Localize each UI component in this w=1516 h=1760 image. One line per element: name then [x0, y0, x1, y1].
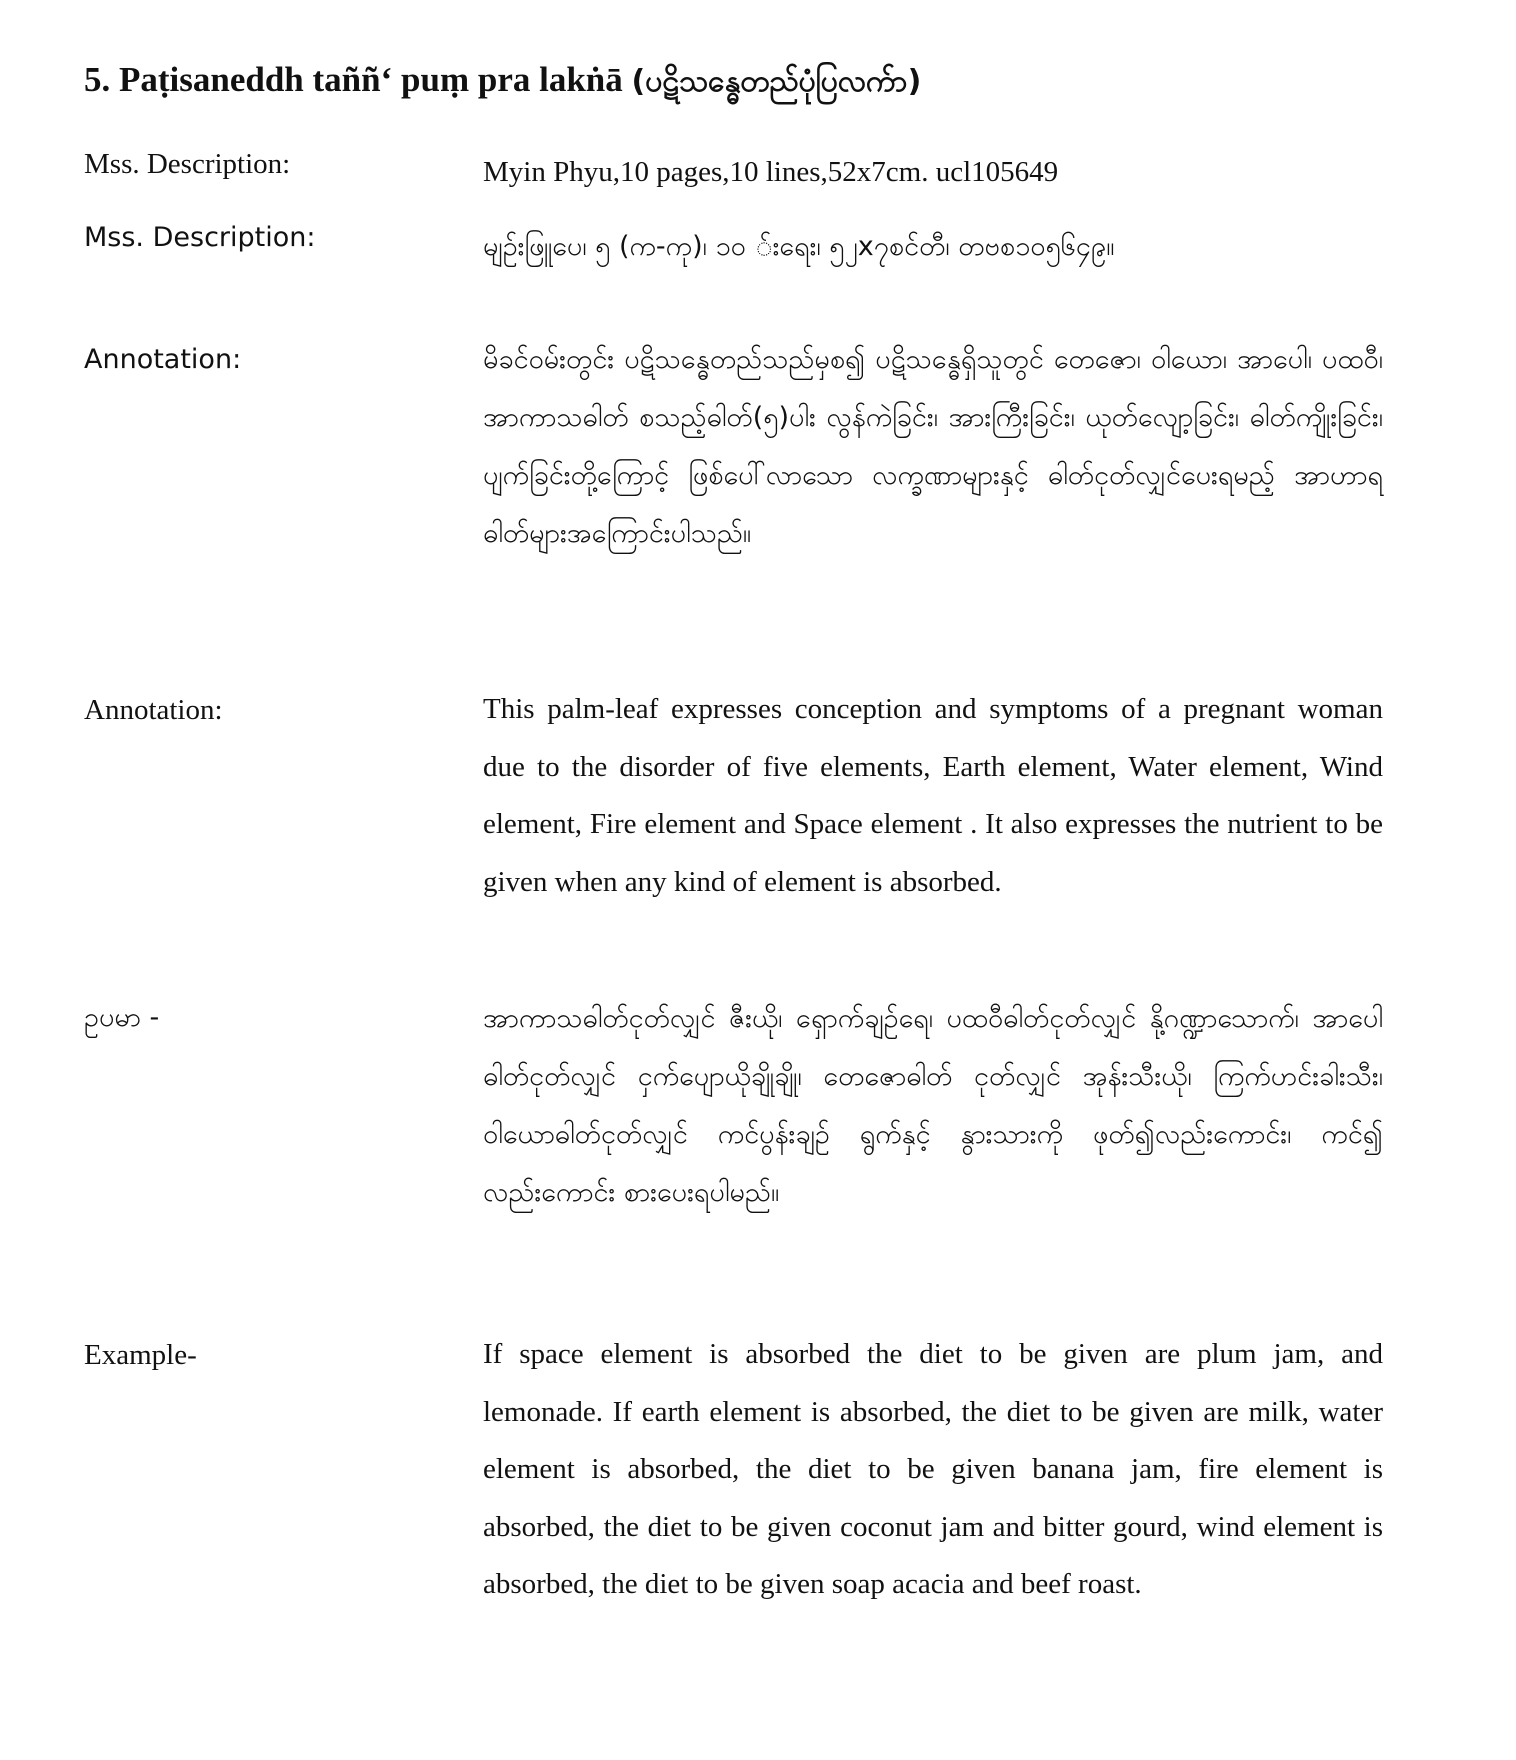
- entry-label-example-en: Example-: [84, 1339, 197, 1371]
- entry-value-mss-description-my: မျဉ်းဖြူပေ၊ ၅ (က-ကု)၊ ၁၀ ်းရေး၊ ၅၂x၇စင်တီ၊ တဗစ၁၀၅၆၄၉။: [483, 231, 1115, 262]
- entry-value-example-en: If space element is absorbed the diet to be given are plum jam, and lemonade. If earth element is absorbed, the diet to be given are milk, water element is absorbed, the diet to be given banana jam, fire element is absorbed, the diet to be given coconut jam and bitter gourd, wind element is absorbed, the diet to be given soap acacia and beef roast.: [483, 1338, 1383, 1600]
- title-myanmar: (ပဋိသန္ဓေတည်ပုံပြလက်ာ): [631, 64, 922, 99]
- title-latin: 5. Paṭisaneddh taññ‘ puṃ pra lakṅā: [84, 60, 623, 99]
- entry-value-annotation-my: မိခင်ဝမ်းတွင်း ပဋိသန္ဓေတည်သည်မှစ၍ ပဋိသန္ဓေရှိသူတွင် တေဇော၊ ဝါယော၊ အာပေါ၊ ပထဝီ၊ အာကာသဓါတ် စသည့်ဓါတ်(၅)ပါး လွန်ကဲခြင်း၊ အားကြီးခြင်း၊ ယုတ်လျော့ခြင်း၊ ဓါတ်ကျိုးခြင်း၊ ပျက်ခြင်းတို့ကြောင့် ဖြစ်ပေါ်လာသော လက္ခဏာများနှင့် ဓါတ်ငုတ်လျှင်ပေးရမည့် အာဟာရ ဓါတ်များအကြောင်းပါသည်။: [483, 344, 1383, 549]
- entry-label-mss-description-en: Mss. Description:: [84, 148, 291, 180]
- entry-value-annotation-en: This palm-leaf expresses conception and symptoms of a pregnant woman due to the disorder of five elements, Earth element, Water element, Wind element, Fire element and Space element . It also expresses the nutrient to be given when any kind of element is absorbed.: [483, 693, 1383, 898]
- entry-label-annotation-my: Annotation:: [84, 344, 242, 375]
- entry-label-annotation-en: Annotation:: [84, 694, 223, 726]
- entry-value-mss-description-en: Myin Phyu,10 pages,10 lines,52x7cm. ucl105649: [483, 156, 1059, 188]
- entry-label-example-my: ဥပမာ -: [84, 1002, 160, 1033]
- entry-label-mss-description-my: Mss. Description:: [84, 222, 316, 253]
- page-title: [84, 56, 1384, 106]
- entry-value-example-my: အာကာသဓါတ်ငုတ်လျှင် ဇီးယို၊ ရှောက်ချဉ်ရေ၊ ပထဝီဓါတ်ငုတ်လျှင် နို့ဂဏ္ဍာသောက်၊ အာပေါဓါတ်ငုတ်လျှင် ငှက်ပျောယိုချိုချို၊ တေဇောဓါတ် ငုတ်လျှင် အုန်းသီးယို၊ ကြက်ဟင်းခါးသီး၊ ဝါယောဓါတ်ငုတ်လျှင် ကင်ပွန်းချဉ် ရွက်နှင့် နွားသားကို ဖုတ်၍လည်းကောင်း၊ ကင်၍ လည်းကောင်း စားပေးရပါမည်။: [483, 1003, 1383, 1208]
